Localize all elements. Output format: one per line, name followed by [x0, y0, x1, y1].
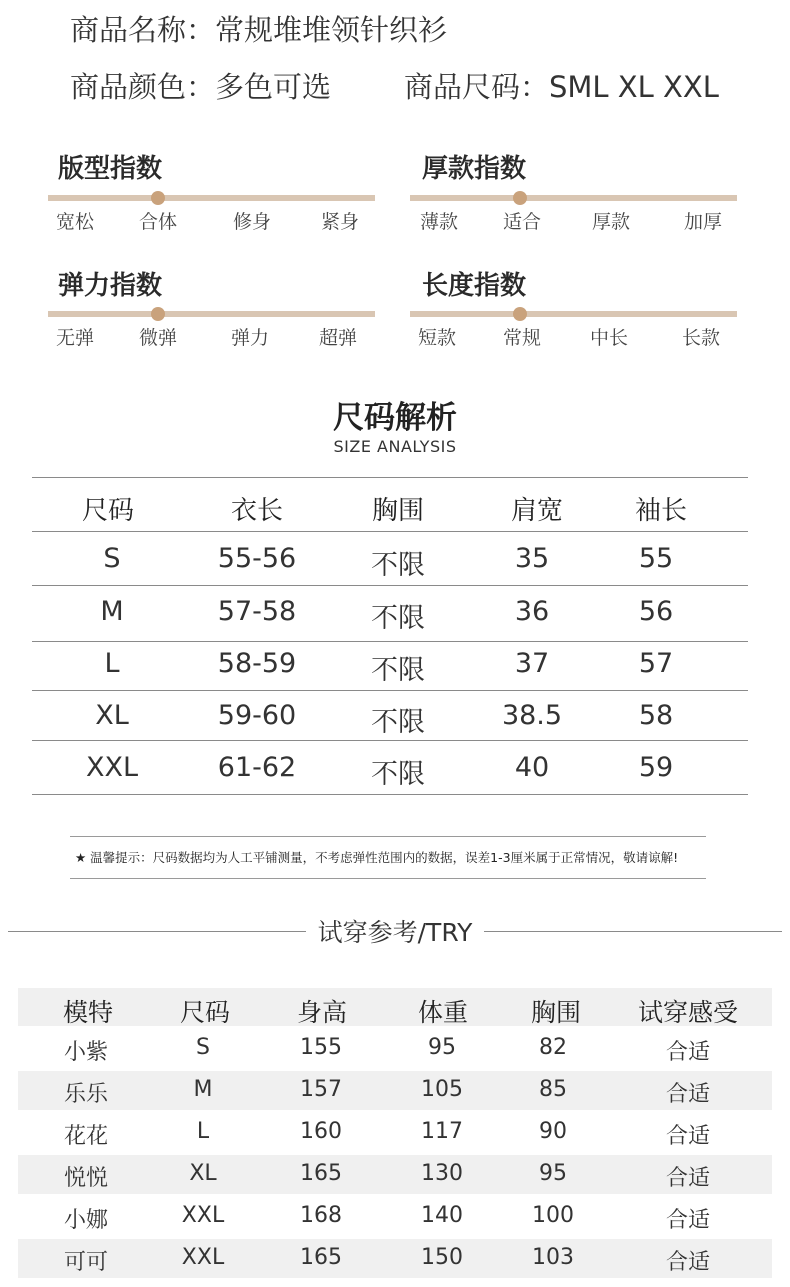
table-cell: 59-60: [217, 700, 297, 731]
table-cell: 小紫: [63, 1040, 109, 1065]
index-option: 微弹: [138, 327, 178, 349]
index-option: 短款: [417, 327, 457, 349]
product-name-line: 商品名称：常规堆堆领针织衫: [70, 13, 448, 47]
column-header: 尺码: [81, 496, 135, 526]
index-option: 弹力: [230, 327, 270, 349]
table-cell: 合适: [665, 1082, 711, 1107]
table-cell: 160: [300, 1119, 342, 1144]
table-divider: [32, 585, 748, 586]
column-header: 袖长: [634, 496, 688, 526]
table-cell: 花花: [63, 1124, 109, 1149]
table-cell: 合适: [665, 1124, 711, 1149]
table-cell: 38.5: [501, 700, 563, 731]
table-cell: 35: [514, 543, 550, 574]
index-option: 常规: [502, 327, 542, 349]
table-cell: 57: [638, 648, 674, 679]
table-cell: 90: [539, 1119, 567, 1144]
index-title: 弹力指数: [58, 271, 163, 301]
table-cell: 165: [300, 1245, 342, 1270]
index-option: 宽松: [55, 211, 95, 233]
table-divider: [32, 794, 748, 795]
index-track: [48, 195, 375, 201]
index-option: 紧身: [320, 211, 360, 233]
table-cell: 59: [638, 752, 674, 783]
table-cell: 157: [300, 1077, 342, 1102]
note-divider: [70, 878, 706, 879]
column-header: 衣长: [230, 496, 284, 526]
table-divider: [32, 477, 748, 478]
table-cell: XXL: [181, 1245, 225, 1270]
column-header: 尺码: [179, 998, 231, 1027]
index-option: 薄款: [419, 211, 459, 233]
column-header: 身高: [296, 998, 348, 1027]
table-cell: 105: [421, 1077, 463, 1102]
table-cell: 117: [421, 1119, 463, 1144]
table-cell: 103: [532, 1245, 574, 1270]
table-cell: 58-59: [217, 648, 297, 679]
index-track: [410, 311, 737, 317]
column-header: 模特: [62, 998, 114, 1027]
index-track: [48, 311, 375, 317]
table-cell: XL: [189, 1161, 217, 1186]
table-cell: 37: [514, 648, 550, 679]
index-title: 长度指数: [422, 271, 527, 301]
table-cell: 58: [638, 700, 674, 731]
row-background: [18, 1155, 772, 1194]
table-cell: 95: [539, 1161, 567, 1186]
table-cell: L: [104, 648, 120, 679]
table-cell: XL: [95, 700, 129, 731]
column-header: 胸围: [371, 496, 425, 526]
index-option: 中长: [589, 327, 629, 349]
index-option: 无弹: [55, 327, 95, 349]
table-cell: 合适: [665, 1250, 711, 1275]
table-cell: 95: [428, 1035, 456, 1060]
index-marker: [513, 307, 527, 321]
table-cell: XXL: [85, 752, 139, 783]
table-cell: 合适: [665, 1208, 711, 1233]
table-cell: 82: [539, 1035, 567, 1060]
table-cell: 61-62: [217, 752, 297, 783]
column-header: 试穿感受: [637, 998, 739, 1027]
index-option: 加厚: [683, 211, 723, 233]
row-background: [18, 1239, 772, 1278]
index-option: 超弹: [318, 327, 358, 349]
product-size-line: 商品尺码：SML XL XXL: [404, 70, 719, 104]
row-background: [18, 1071, 772, 1110]
table-cell: 合适: [665, 1040, 711, 1065]
index-option: 厚款: [591, 211, 631, 233]
table-divider: [32, 690, 748, 691]
table-cell: 小娜: [63, 1208, 109, 1233]
table-cell: 85: [539, 1077, 567, 1102]
table-cell: 55: [638, 543, 674, 574]
index-marker: [151, 191, 165, 205]
try-on-title: 试穿参考/TRY: [306, 918, 485, 947]
index-option: 合体: [138, 211, 178, 233]
column-header: 胸围: [530, 998, 582, 1027]
index-title: 版型指数: [58, 154, 163, 184]
table-cell: 140: [421, 1203, 463, 1228]
table-divider: [32, 740, 748, 741]
table-cell: 57-58: [217, 596, 297, 627]
index-marker: [513, 191, 527, 205]
table-cell: S: [196, 1035, 210, 1060]
index-marker: [151, 307, 165, 321]
index-track: [410, 195, 737, 201]
table-cell: 乐乐: [63, 1082, 109, 1107]
table-cell: 不限: [371, 550, 425, 581]
index-title: 厚款指数: [422, 154, 527, 184]
index-option: 长款: [681, 327, 721, 349]
index-option: 适合: [502, 211, 542, 233]
table-cell: 100: [532, 1203, 574, 1228]
table-cell: 55-56: [217, 543, 297, 574]
table-cell: 合适: [665, 1166, 711, 1191]
table-cell: 不限: [371, 707, 425, 738]
table-cell: L: [196, 1119, 210, 1144]
column-header: 体重: [417, 998, 469, 1027]
table-cell: 不限: [371, 655, 425, 686]
table-cell: 165: [300, 1161, 342, 1186]
size-note: ★ 温馨提示：尺码数据均为人工平铺测量，不考虑弹性范围内的数据，误差1-3厘米属于正常情况，敬请谅解!: [75, 850, 679, 865]
table-cell: XXL: [181, 1203, 225, 1228]
index-option: 修身: [232, 211, 272, 233]
note-divider: [70, 836, 706, 837]
table-cell: 悦悦: [63, 1166, 109, 1191]
table-cell: 40: [514, 752, 550, 783]
product-color-line: 商品颜色：多色可选: [70, 70, 332, 104]
table-cell: M: [193, 1077, 213, 1102]
table-divider: [32, 641, 748, 642]
table-cell: 130: [421, 1161, 463, 1186]
size-analysis-subtitle: SIZE ANALYSIS: [333, 437, 457, 456]
table-cell: 150: [421, 1245, 463, 1270]
size-analysis-title: 尺码解析: [333, 400, 457, 436]
table-cell: 56: [638, 596, 674, 627]
table-cell: 不限: [371, 603, 425, 634]
table-cell: 155: [300, 1035, 342, 1060]
table-divider: [32, 531, 748, 532]
table-cell: 36: [514, 596, 550, 627]
table-cell: M: [100, 596, 124, 627]
table-cell: S: [103, 543, 121, 574]
table-cell: 不限: [371, 759, 425, 790]
table-cell: 168: [300, 1203, 342, 1228]
column-header: 肩宽: [510, 496, 564, 526]
table-cell: 可可: [63, 1250, 109, 1275]
